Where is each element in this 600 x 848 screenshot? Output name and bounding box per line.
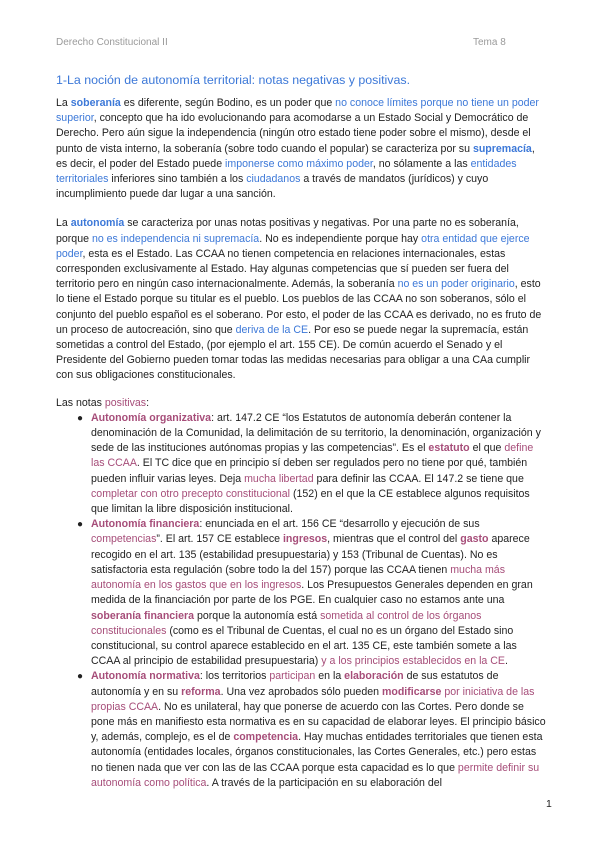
paragraph-soberania: La soberanía es diferente, según Bodino, es un poder que no conoce límites porque no tiene un poder superior, concepto que ha ido evolucionando para acomodarse a un Estado Social y Democrático de Derecho. Pero aún sigue la independencia (ningún otro estado tiene poder sobre el mismo), desde el punto de vista interno, la soberanía (sobre todo cuando el popular) se caracteriza por su supremacía, es decir, el poder del Estado puede imponerse como máximo poder, no sólamente a las entidades territoriales inferiores sino también a los ciudadanos a través de mandatos (jurídicos) y cuyo incumplimiento puede dar lugar a una sanción. (56, 97, 539, 201)
notes-list (56, 411, 548, 791)
section-heading: 1-La noción de autonomía territorial: notas negativas y positivas. (56, 73, 411, 87)
highlight-no-independencia: no es independencia ni supremacía (91, 232, 260, 245)
header-course-title: Derecho Constitucional II (56, 37, 168, 48)
highlight-no-originario: no es un poder originario (397, 278, 515, 291)
highlight-no-limites: no conoce límites porque no tiene un poder superior (56, 97, 539, 125)
document-body (56, 72, 548, 791)
paragraph-autonomia: La autonomía se caracteriza por unas notas positivas y negativas. Por una parte no es soberanía, porque no es independencia ni supremacía. No es independiente porque hay otra entidad que ejerce poder, esta es el Estado. Las CCAA no tienen competencia en relaciones internacionales, estas corresponden exclusivamente al Estado. Hay algunas competencias que sí pueden ser fuera del territorio pero en ningún caso internacionalmente. Además, la soberanía no es un poder originario, esto lo tiene el Estado porque su titular es el pueblo. Los pueblos de las CCAA no son soberanos, sólo el conjunto del pueblo español es el soberano. Por esto, el poder de las CCAA es derivado, no es fruto de un proceso de autocreación, sino que deriva de la CE. Por eso se puede negar la supremacía, están sometidas a control del Estado, (por ejemplo el art. 155 CE). De común acuerdo el Senado y el Presidente del Gobierno pueden tomar todas las medidas necesarias para obligar a una CAa cumplir con sus obligaciones constitucionales. (56, 217, 542, 382)
highlight-positivas: positivas (104, 396, 147, 409)
list-item-financiera: ● Autonomía financiera: enunciada en el art. 156 CE “desarrollo y ejecución de sus competencias”. El art. 157 CE establece ingresos, mientras que el control del gasto aparece recogido en el art. 135 (estabilidad presupuestaria) y 153 (Tribunal de Cuentas). No es satisfactoria esta regulación (sobre todo la del 157) porque las CCAA tienen mucha más autonomía en los gastos que en los ingresos. Los Presupuestos Generales dependen en gran medida de la financiación por parte de los PGE. En cualquier caso no estamos ante una soberanía financiera porque la autonomía está sometida al control de los órganos constitucionales (como es el Tribunal de Cuentas, el cual no es un órgano del Estado sino constitucional, su control aparece establecido en el art. 135 CE, este también somete a las CCAA al principio de estabilidad presupuestaria) y a los principios establecidos en la CE. (77, 518, 533, 668)
bullet-icon: ● (77, 519, 84, 531)
header-topic: Tema 8 (473, 37, 506, 48)
highlight-maximo-poder: imponerse como máximo poder (225, 157, 373, 170)
highlight-ciudadanos: ciudadanos (246, 173, 301, 186)
page-number: 1 (546, 798, 552, 810)
bullet-icon: ● (77, 671, 84, 683)
list-item-normativa: ● Autonomía normativa: los territorios participan en la elaboración de sus estatutos de autonomía y en su reforma. Una vez aprobados sólo pueden modificarse por iniciativa de las propias CCAA. No es unilateral, hay que ponerse de acuerdo con las Cortes. Pero donde se pone más en manifiesto esta normativa es en su capacidad de elaborar leyes. El principio básico y, además, complejo, es el de competencia. Hay muchas entidades territoriales que tienen esta autonomía (entidades locales, órganos constitucionales, las Cortes Generales, etc.) pero estas no tienen nada que ver con las de las CCAA porque esta capacidad es lo que permite definir su autonomía como política. A través de la participación en su elaboración del (77, 670, 546, 789)
highlight-deriva-ce: deriva de la CE (235, 323, 309, 336)
term-autonomia-normativa: Autonomía normativa (91, 670, 200, 683)
term-autonomia: autonomía (70, 217, 125, 230)
bullet-icon: ● (77, 412, 84, 424)
list-item-organizativa: ● Autonomía organizativa: art. 147.2 CE “los Estatutos de autonomía deberán contener la denominación de la Comunidad, la delimitación de su territorio, la denominación, organización y sede de las instituciones autónomas propias y las competencias”. Es el estatuto el que define las CCAA. El TC dice que en principio sí deben ser regulados pero no tiene por qué, también pueden influir varias leyes. Deja mucha libertad para definir las CCAA. El 147.2 se tiene que completar con otro precepto constitucional (152) en el que la CE establece algunos requisitos que limitan la libre disposición institucional. (77, 411, 541, 516)
highlight-entidades: entidades territoriales (56, 157, 517, 186)
notas-intro: Las notas positivas: (56, 396, 150, 409)
term-autonomia-organizativa: Autonomía organizativa (91, 411, 212, 424)
term-soberania: soberanía (70, 97, 121, 109)
term-supremacia: supremacía (472, 142, 532, 155)
highlight-otra-entidad: otra entidad que ejerce poder (56, 232, 530, 260)
term-autonomia-financiera: Autonomía financiera (91, 518, 200, 531)
